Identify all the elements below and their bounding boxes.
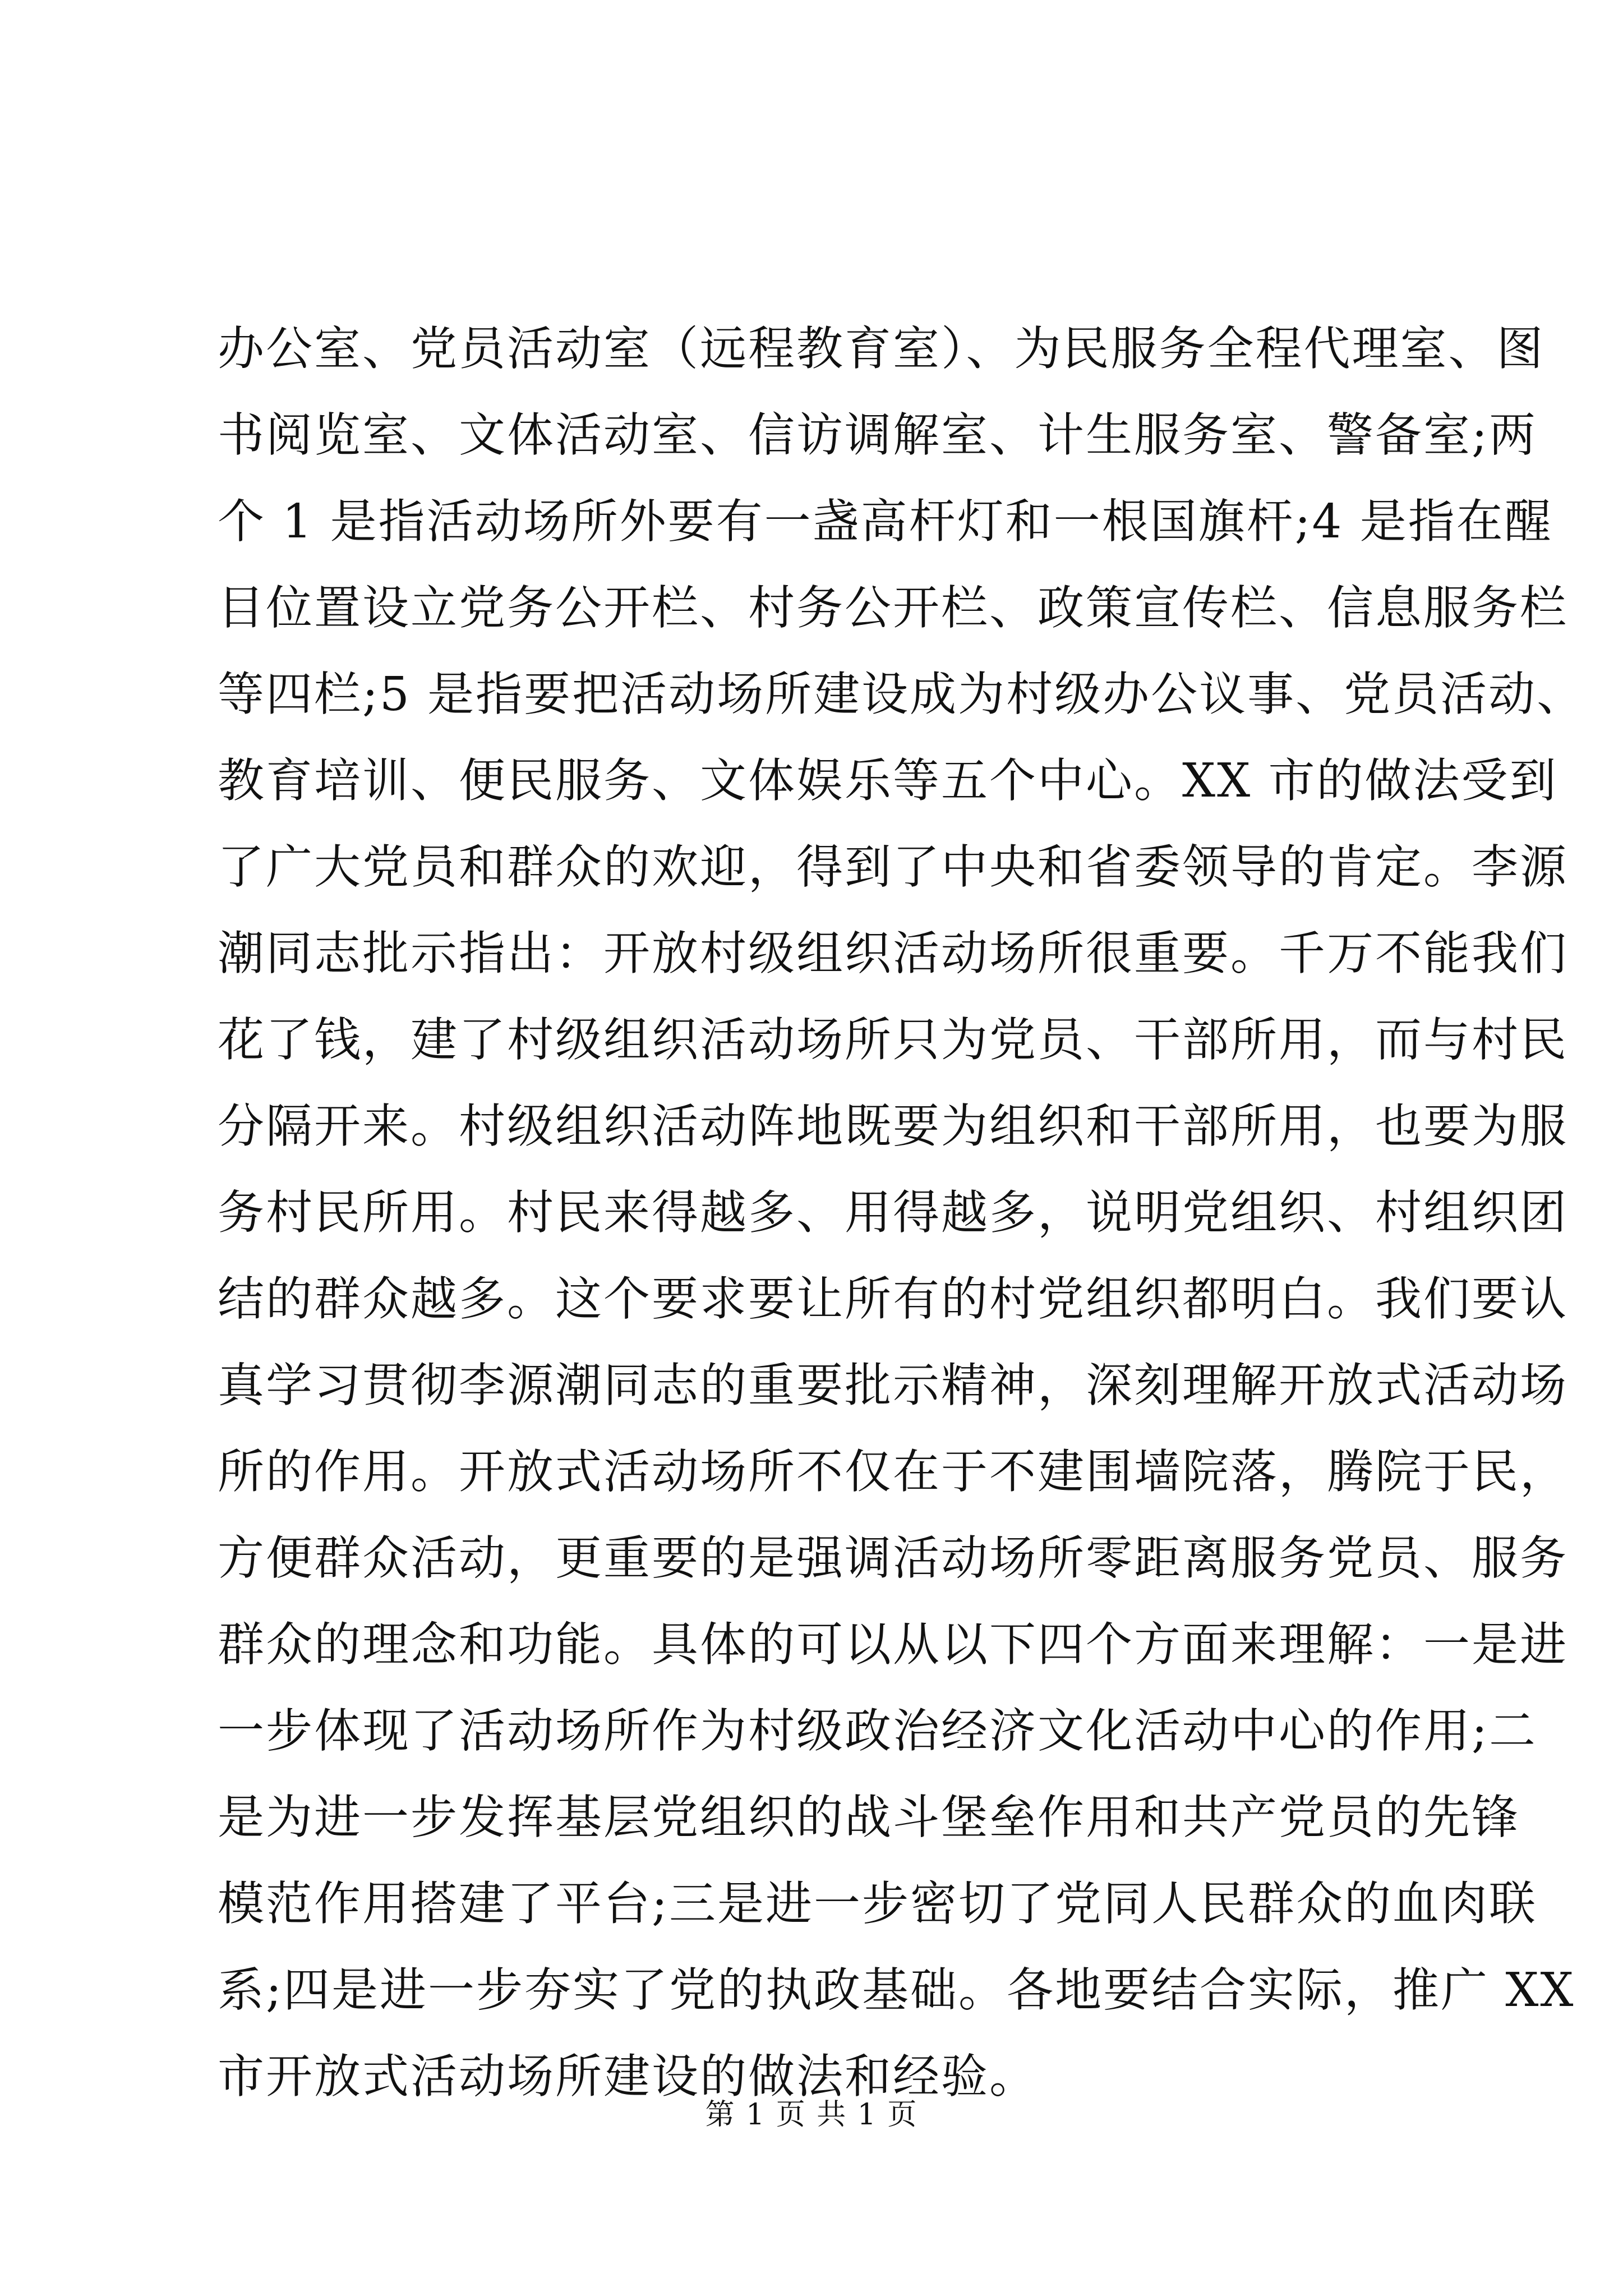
text-line-11: 务村民所用。村民来得越多、用得越多，说明党组织、村组织团 xyxy=(218,1185,1568,1240)
text-line-4: 目位置设立党务公开栏、村务公开栏、政策宣传栏、信息服务栏 xyxy=(218,581,1568,635)
text-line-3: 个 1 是指活动场所外要有一盏高杆灯和一根国旗杆;4 是指在醒 xyxy=(218,494,1553,549)
text-line-7: 了广大党员和群众的欢迎，得到了中央和省委领导的肯定。李源 xyxy=(218,840,1568,894)
text-line-17: 一步体现了活动场所作为村级政治经济文化活动中心的作用;二 xyxy=(218,1704,1537,1758)
text-line-21: 市开放式活动场所建设的做法和经验。 xyxy=(218,2049,1038,2104)
text-line-14: 所的作用。开放式活动场所不仅在于不建围墙院落，腾院于民， xyxy=(218,1444,1568,1499)
text-line-20: 系;四是进一步夯实了党的执政基础。各地要结合实际，推广 XX xyxy=(218,1963,1575,2017)
text-line-9: 花了钱，建了村级组织活动场所只为党员、干部所用，而与村民 xyxy=(218,1013,1568,1067)
text-line-2: 书阅览室、文体活动室、信访调解室、计生服务室、警备室;两 xyxy=(218,408,1537,462)
body-paragraph xyxy=(218,306,1585,2120)
text-line-18: 是为进一步发挥基层党组织的战斗堡垒作用和共产党员的先锋 xyxy=(218,1790,1520,1844)
text-line-1: 办公室、党员活动室（远程教育室）、为民服务全程代理室、图 xyxy=(218,321,1545,376)
text-line-16: 群众的理念和功能。具体的可以从以下四个方面来理解：一是进 xyxy=(218,1617,1568,1672)
text-line-5: 等四栏;5 是指要把活动场所建设成为村级办公议事、党员活动、 xyxy=(218,667,1585,721)
text-line-12: 结的群众越多。这个要求要让所有的村党组织都明白。我们要认 xyxy=(218,1272,1568,1326)
text-line-10: 分隔开来。村级组织活动阵地既要为组织和干部所用，也要为服 xyxy=(218,1099,1568,1153)
text-line-8: 潮同志批示指出：开放村级组织活动场所很重要。千万不能我们 xyxy=(218,926,1568,981)
text-line-19: 模范作用搭建了平台;三是进一步密切了党同人民群众的血肉联 xyxy=(218,1876,1537,1931)
text-line-13: 真学习贯彻李源潮同志的重要批示精神，深刻理解开放式活动场 xyxy=(218,1358,1568,1412)
text-line-15: 方便群众活动，更重要的是强调活动场所零距离服务党员、服务 xyxy=(218,1531,1568,1585)
text-line-6: 教育培训、便民服务、文体娱乐等五个中心。XX 市的做法受到 xyxy=(218,753,1558,808)
page-number-footer: 第 1 页 共 1 页 xyxy=(705,2098,918,2132)
